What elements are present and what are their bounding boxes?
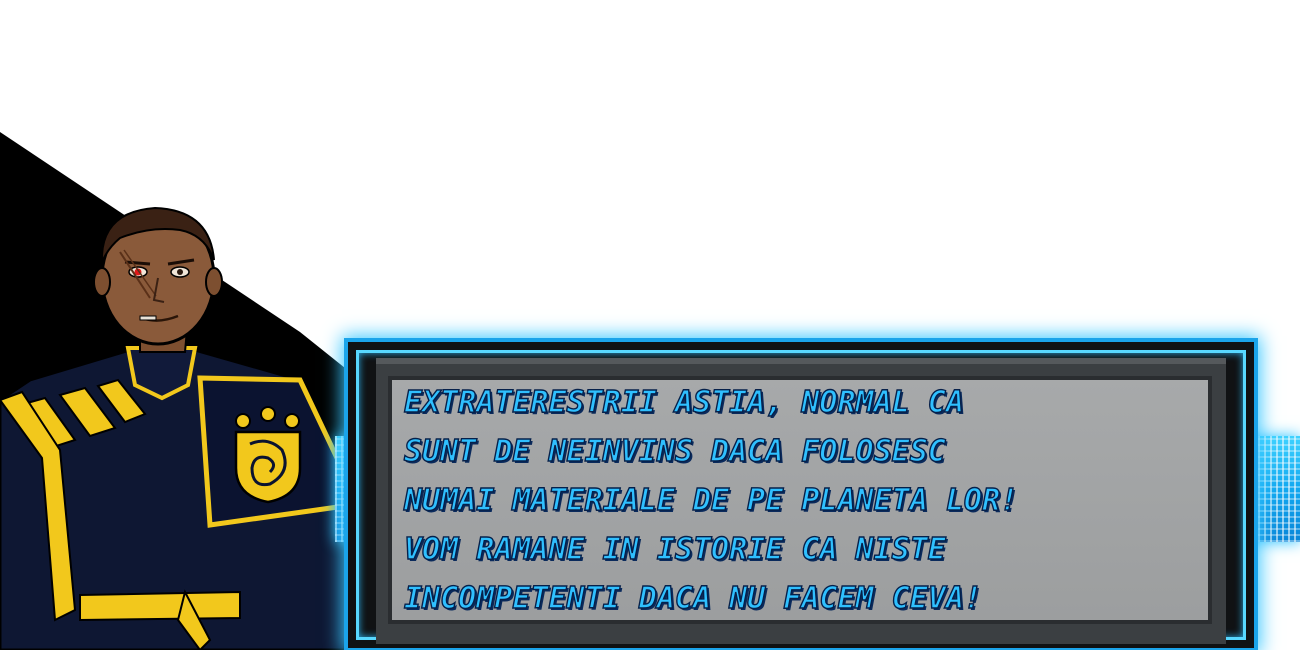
dialog-text	[404, 378, 1204, 623]
cigarette	[140, 316, 156, 320]
dialog-line: EXTRATERESTRII ASTIA, NORMAL CA	[404, 385, 964, 420]
uniform-emblem-icon	[236, 407, 300, 502]
dialog-line: INCOMPETENTI DACA NU FACEM CEVA!	[404, 581, 982, 616]
uniform-belt	[80, 592, 240, 620]
dialog-line: VOM RAMANE IN ISTORIE CA NISTE	[404, 532, 946, 567]
dialog-line: SUNT DE NEINVINS DACA FOLOSESC	[404, 434, 946, 469]
dialog-line: NUMAI MATERIALE DE PE PLANETA LOR!	[404, 483, 1019, 518]
character-portrait	[0, 200, 360, 650]
